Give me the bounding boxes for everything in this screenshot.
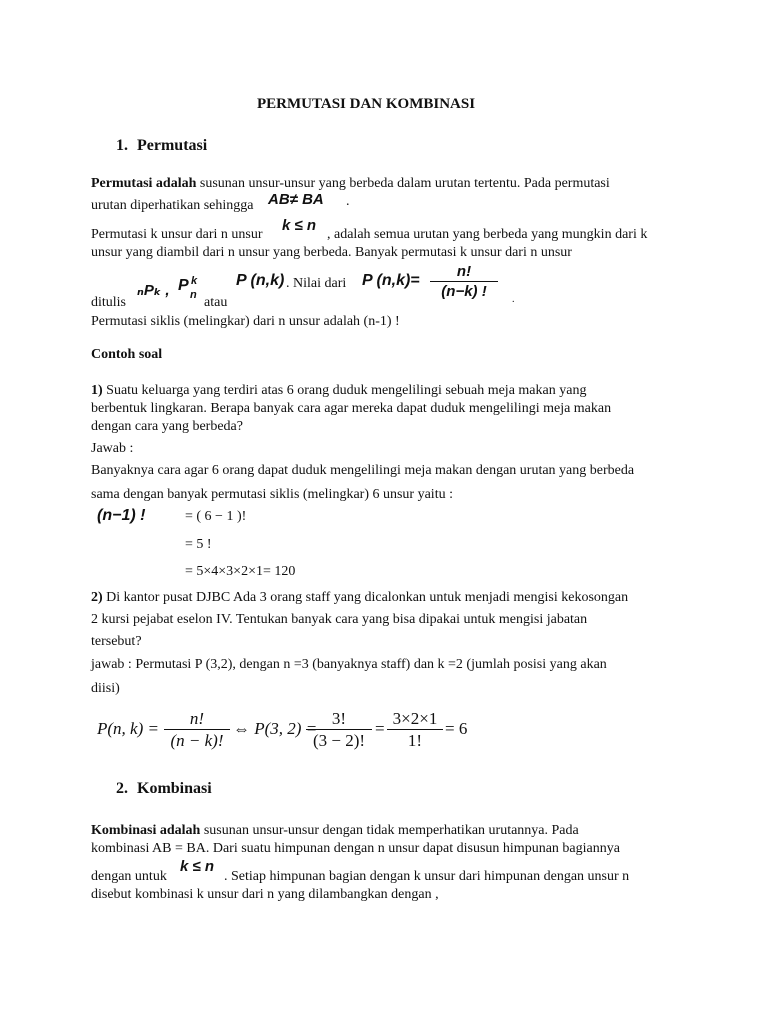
equation-fraction-1-num: n! bbox=[164, 708, 230, 730]
n-minus-1-factorial: (n−1) ! bbox=[97, 507, 146, 524]
combination-term: Kombinasi adalah bbox=[91, 823, 201, 838]
permutation-k-text: Permutasi k unsur dari n unsur bbox=[91, 227, 263, 242]
equation-fraction-2-den: (3 − 2)! bbox=[312, 731, 366, 750]
k-le-n-formula-2: k ≤ n bbox=[180, 858, 215, 875]
combination-definition bbox=[91, 822, 579, 840]
answer-2-line-1: jawab : Permutasi P (3,2), dengan n =3 (banyaknya staff) dan k =2 (jumlah posisi yang akan bbox=[91, 657, 607, 672]
cyclic-permutation-text: Permutasi siklis (melingkar) dari n unsur adalah (n-1) ! bbox=[91, 314, 400, 329]
step-1: = ( 6 − 1 )! bbox=[185, 509, 247, 524]
equation-fraction-3-den: 1! bbox=[407, 731, 423, 750]
section-1-heading: Permutasi bbox=[137, 137, 208, 154]
trailing-period: . bbox=[512, 294, 515, 305]
equation-fraction-1 bbox=[164, 708, 230, 751]
equation-fraction-2-num: 3! bbox=[306, 708, 372, 730]
combination-line-3: dengan untuk bbox=[91, 869, 167, 884]
p-n-k-function-2: P (n,k)= bbox=[362, 272, 420, 289]
ditulis-text: ditulis bbox=[91, 295, 127, 310]
combination-text: susunan unsur-unsur dengan tidak memperhatikan urutannya. Pada bbox=[200, 823, 579, 838]
pnk-sup: k bbox=[191, 275, 198, 287]
step-3: = 5×4×3×2×1= 120 bbox=[185, 564, 296, 579]
fraction-denominator: (n−k) ! bbox=[441, 283, 487, 300]
equation-fraction-3-num: 3×2×1 bbox=[387, 708, 443, 730]
definition-term: Permutasi adalah bbox=[91, 176, 197, 191]
combination-line-2: kombinasi AB = BA. Dari suatu himpunan dengan n unsur dapat disusun himpunan bagiannya bbox=[91, 841, 620, 856]
question-2-number: 2) bbox=[91, 590, 103, 605]
p-n-k-function: P (n,k) bbox=[236, 272, 285, 289]
ab-neq-ba-formula: AB≠ BA bbox=[268, 191, 324, 208]
question-2-line-2: 2 kursi pejabat eselon IV. Tentukan banyak cara yang bisa dipakai untuk mengisi jabatan bbox=[91, 612, 588, 627]
equation-fraction-3 bbox=[387, 708, 443, 751]
combination-line-3-cont: . Setiap himpunan bagian dengan k unsur dari himpunan dengan unsur n bbox=[224, 869, 630, 884]
question-2 bbox=[91, 589, 628, 607]
question-1-line-2: berbentuk lingkaran. Berapa banyak cara agar mereka dapat duduk mengelilingi meja makan bbox=[91, 401, 612, 416]
equation-middle: ⇔ P(3, 2) = bbox=[233, 719, 318, 738]
question-2-text: Di kantor pusat DJBC Ada 3 orang staff yang dicalonkan untuk menjadi mengisi kekosongan bbox=[102, 590, 629, 605]
section-1-number: 1. bbox=[116, 137, 128, 154]
permutation-definition bbox=[91, 175, 610, 193]
equation-fraction-2 bbox=[306, 708, 372, 751]
section-2-number: 2. bbox=[116, 780, 128, 797]
question-1-line-3: dengan cara yang berbeda? bbox=[91, 419, 243, 434]
equation-result: = 6 bbox=[445, 719, 468, 738]
answer-1-line-1: Banyaknya cara agar 6 orang dapat duduk mengelilingi meja makan dengan urutan yang berbeda bbox=[91, 463, 635, 478]
example-heading: Contoh soal bbox=[91, 347, 163, 362]
section-2-heading: Kombinasi bbox=[137, 780, 212, 797]
nilai-dari-text: . Nilai dari bbox=[286, 276, 347, 291]
answer-1-label: Jawab : bbox=[91, 441, 134, 456]
step-2: = 5 ! bbox=[185, 537, 212, 552]
question-1-text: Suatu keluarga yang terdiri atas 6 orang duduk mengelilingi sebuah meja makan yang bbox=[102, 383, 587, 398]
question-2-line-3: tersebut? bbox=[91, 634, 142, 649]
pnk-main: P bbox=[178, 277, 189, 294]
permutation-k-text-cont: , adalah semua urutan yang berbeda yang mungkin dari k bbox=[327, 227, 648, 242]
permutation-fraction bbox=[430, 262, 498, 301]
k-le-n-formula: k ≤ n bbox=[282, 217, 317, 234]
definition-line-2: urutan diperhatikan sehingga bbox=[91, 198, 254, 213]
equation-fraction-1-den: (n − k)! bbox=[170, 731, 224, 750]
pnk-sub: n bbox=[190, 289, 197, 301]
answer-1-line-2: sama dengan banyak permutasi siklis (melingkar) 6 unsur yaitu : bbox=[91, 487, 453, 502]
npk-notation: ₙPₖ , bbox=[137, 282, 170, 299]
pnk-notation bbox=[178, 275, 198, 301]
answer-2-line-2: diisi) bbox=[91, 681, 120, 696]
definition-text: susunan unsur-unsur yang berbeda dalam urutan tertentu. Pada permutasi bbox=[196, 176, 610, 191]
permutation-line-2: unsur yang diambil dari n unsur yang berbeda. Banyak permutasi k unsur dari n unsur bbox=[91, 245, 572, 260]
question-1-number: 1) bbox=[91, 383, 103, 398]
equation-equals: = bbox=[375, 719, 385, 738]
formula-period: . bbox=[346, 194, 350, 209]
atau-text: atau bbox=[204, 295, 228, 310]
equation-lhs: P(n, k) = bbox=[97, 719, 159, 738]
fraction-numerator: n! bbox=[430, 262, 498, 282]
combination-line-4: disebut kombinasi k unsur dari n yang dilambangkan dengan , bbox=[91, 887, 439, 902]
page-title: PERMUTASI DAN KOMBINASI bbox=[257, 96, 476, 112]
question-1 bbox=[91, 382, 586, 400]
